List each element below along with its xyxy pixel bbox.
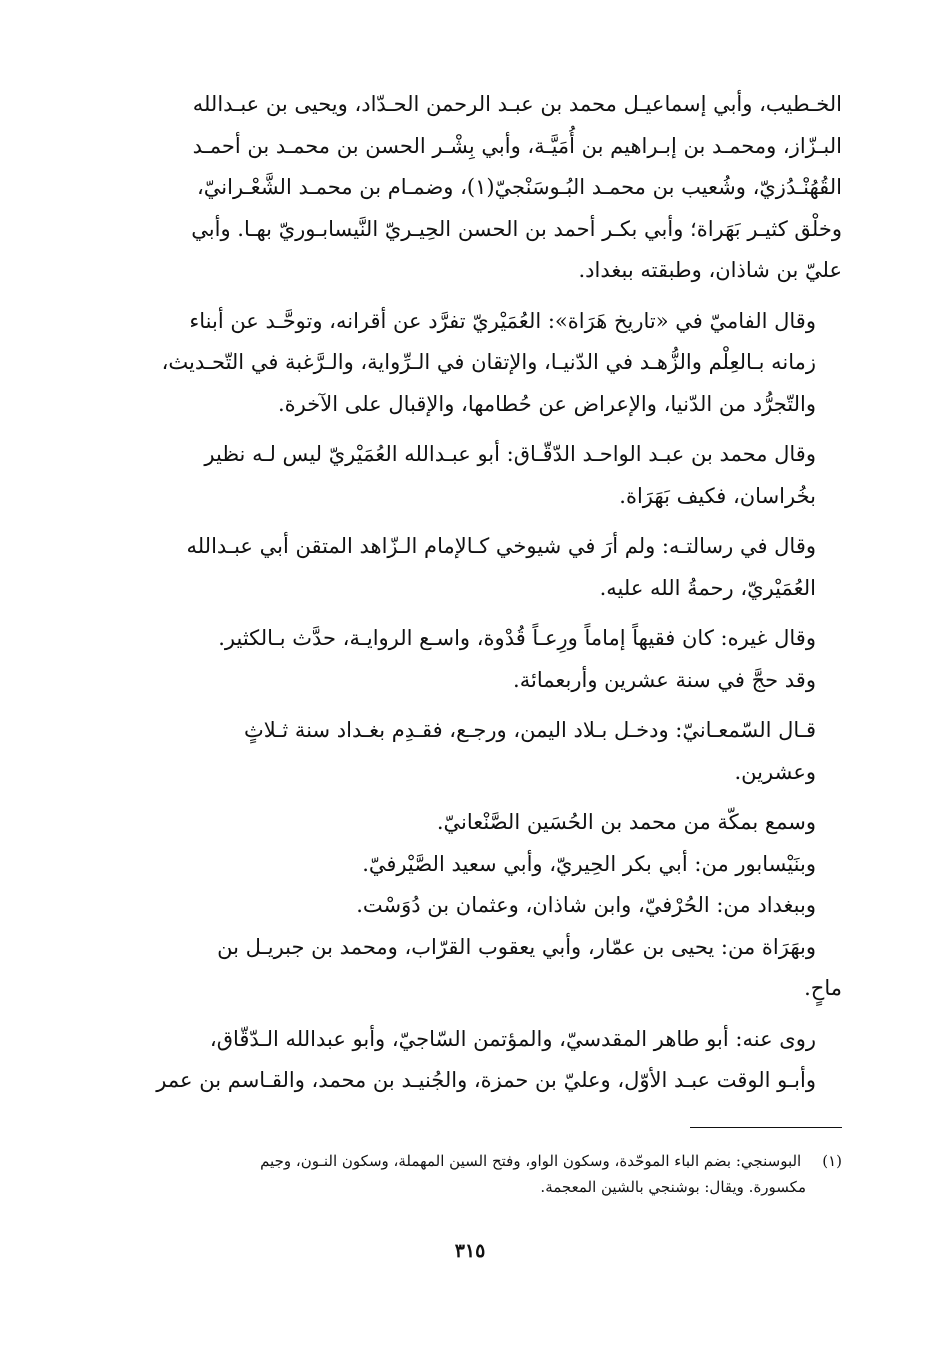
text-line: القُهُنْـدُزيّ، وشُعيب بن محمـد البُـوسَنْجيّ(١)، وضمـام بن محمـد الشَّعْـرانيّ،	[196, 175, 842, 199]
list-item: وبنَيْسابور من: أبي بكر الحِيريّ، وأبي سعيد الصَّيْرفيّ.	[362, 851, 816, 876]
text-line: وقال غيره: كان فقيهاً إماماً ورِعـاً قُدْوة، واسـع الروايـة، حدَّث بـالكثير.	[218, 626, 816, 650]
text-line: روى عنه: أبو طاهر المقدسيّ، والمؤتمن السّاجيّ، وأبو عبدالله الـدّقّاق،	[209, 1026, 816, 1051]
list-item: وبهَرَاة من: يحيى بن عمّار، وأبي يعقوب القرّاب، ومحمد بن جبريـل بن	[217, 934, 816, 959]
footnote-line	[120, 1174, 842, 1200]
paragraph-samani-quote	[120, 710, 842, 793]
list-item: وببغداد من: الحُرْفيّ، وابن شاذان، وعثمان بن دُوَسْت.	[356, 893, 816, 917]
text-line: البـزّاز، ومحمـد بن إبـراهيم بن أُمَيَّـة، وأبي بِشْـر الحسن بن محمـد بن أحمـد	[192, 133, 842, 158]
paragraph-fami-quote	[120, 301, 842, 426]
footnote-marker: (١)	[822, 1152, 842, 1170]
text-line: قـال السّمعـانيّ: ودخـل بـلاد اليمن، ورجـع، فقـدِم بغـداد سنة ثـلاثٍ	[243, 718, 816, 742]
paragraph-daqqaq-quote	[120, 434, 842, 517]
text-line: عليّ بن شاذان، وطبقته ببغداد.	[578, 258, 842, 282]
footnote-line	[120, 1148, 842, 1174]
text-line: وقال الفاميّ في «تاريخ هَرَاة»: العُمَيْريّ تفرَّد عن أقرانه، وتوحَّـد عن أبناء	[189, 308, 816, 333]
text-line: العُمَيْريّ، رحمةُ الله عليه.	[599, 575, 816, 600]
footnote-text: مكسورة. ويقال: بوشنجي بالشين المعجمة.	[540, 1178, 806, 1196]
text-line: زمانه بـالعِلْم والزُّهـد في الدّنيـا، والإتقان في الـرِّواية، والـرَّغبة في التّحـديث،	[161, 350, 816, 374]
footnote	[120, 1148, 842, 1200]
paragraph-narrators	[120, 1019, 842, 1102]
text-line: وقد حجَّ في سنة عشرين وأربعمائة.	[513, 667, 816, 692]
main-text	[120, 84, 842, 1111]
footnote-text: البوسنجي: بضم الباء الموحّدة، وسكون الواو، وفتح السين المهملة، وسكون النـون، وجيم	[260, 1152, 802, 1170]
text-line: الخـطيب، وأبي إسماعيـل محمد بن عبـد الرحمن الحـدّاد، ويحيى بن عبـدالله	[192, 92, 842, 116]
text-line: وخلْق كثيـر بَهَراة؛ وأبي بكـر أحمد بن الحسن الحِيـريّ النَّيسابـوريّ بهـا. وأبي	[191, 216, 842, 241]
text-line: وقال في رسالتـه: ولم أرَ في شيوخي كـالإمام الـزّاهد المتقن أبي عبـدالله	[186, 534, 816, 558]
footnote-divider	[690, 1127, 842, 1128]
paragraph-others-quote	[120, 618, 842, 701]
text-line: وعشرين.	[734, 759, 816, 784]
list-item: وسمع بمكّة من محمد بن الحُسَين الصَّنْعانيّ.	[436, 810, 816, 834]
paragraph-teachers	[120, 84, 842, 292]
text-line: والتّجرُّد من الدّنيا، والإعراض عن حُطامها، والإقبال على الآخرة.	[277, 391, 816, 416]
text-line: بخُراسان، فكيف بَهَرَاة.	[619, 483, 816, 508]
paragraph-risala-quote	[120, 526, 842, 609]
page-number: ٣١٥	[454, 1240, 486, 1262]
text-line: وقال محمد بن عبـد الواحـد الدّقّـاق: أبو عبـدالله العُمَيْريّ ليس لـه نظير	[204, 442, 816, 466]
text-line: وأبـو الوقت عبـد الأوّل، وعليّ بن حمزة، والجُنيـد بن محمد، والقـاسم بن عمر	[156, 1068, 816, 1092]
list-continuation: ماحٍ.	[804, 976, 842, 1000]
hearing-list	[120, 802, 842, 1010]
